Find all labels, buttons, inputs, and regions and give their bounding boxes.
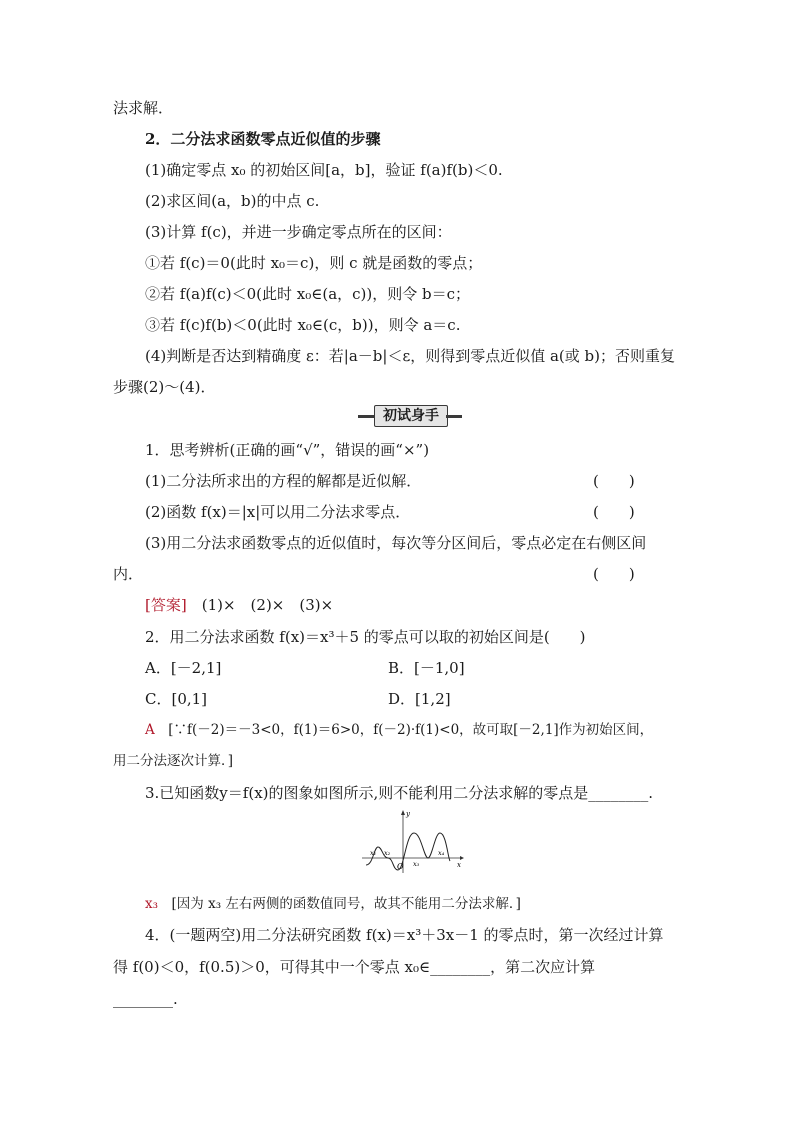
x-axis-arrow: [460, 856, 464, 860]
zero-label-x1: x₁: [370, 849, 377, 857]
zero-label-x4: x₄: [438, 849, 445, 857]
text-line: 得 f(0)＜0，f(0.5)＞0，可得其中一个零点 x₀∈________，第二次应计算: [113, 958, 596, 976]
section-badge-label: 初试身手: [374, 405, 448, 427]
y-axis-label: y: [406, 810, 410, 818]
text-line: (2)求区间(a，b)的中点 c.: [145, 192, 320, 210]
answer-text: (1)× (2)× (3)×: [201, 596, 334, 614]
origin-label: O: [397, 862, 404, 871]
question-1-stem: 1．思考辨析(正确的画“√”，错误的画“×”): [145, 441, 430, 459]
badge-bar-right: [446, 415, 462, 418]
text-line: 内．: [113, 565, 144, 583]
answer-label: [答案]: [145, 596, 187, 614]
explanation-text: [∵f(－2)＝－3<0，f(1)＝6>0，f(－2)·f(1)<0，故可取[－2,1]作为初始区间，: [168, 722, 654, 738]
question-3-explanation: [145, 894, 521, 914]
text-line: (1)确定零点 x₀ 的初始区间[a，b]，验证 f(a)f(b)＜0.: [145, 161, 503, 179]
option-b: B．[－1,0]: [388, 659, 465, 677]
y-axis-arrow: [401, 810, 405, 815]
zero-label-x3: x₃: [413, 860, 420, 868]
answer-row: [145, 595, 333, 615]
question-2-answer: A: [145, 722, 155, 738]
zero-label-x2: x₂: [384, 849, 391, 857]
text-line: ________.: [113, 990, 178, 1008]
option-c: C．[0,1]: [145, 690, 208, 708]
question-2-explanation: [145, 720, 653, 740]
section-heading: 2．二分法求函数零点近似值的步骤: [145, 130, 381, 148]
option-a: A．[－2,1]: [145, 659, 222, 677]
x-axis-label: x: [457, 861, 461, 869]
explanation-text: 用二分法逐次计算．]: [113, 753, 234, 769]
question-1-item-1: (1)二分法所求出的方程的解都是近似解．: [145, 472, 422, 490]
answer-blank-parens: ( ): [593, 565, 635, 583]
text-line: 步骤(2)～(4)．: [113, 378, 216, 396]
question-2-stem: 2．用二分法求函数 f(x)＝x³＋5 的零点可以取的初始区间是( ): [145, 628, 586, 646]
text-line: ①若 f(c)＝0(此时 x₀＝c)，则 c 就是函数的零点；: [145, 254, 483, 272]
explanation-text: [因为 x₃ 左右两侧的函数值同号，故其不能用二分法求解．]: [171, 896, 521, 912]
text-line: ③若 f(c)f(b)＜0(此时 x₀∈(c，b))，则令 a＝c.: [145, 316, 461, 334]
text-line: (3)计算 f(c)，并进一步确定零点所在的区间：: [145, 223, 452, 241]
text-line: (4)判断是否达到精确度 ε：若|a－b|＜ε，则得到零点近似值 a(或 b)；否则重复: [145, 347, 675, 365]
function-graph: [358, 809, 466, 875]
answer-blank-parens: ( ): [593, 503, 635, 521]
option-d: D．[1,2]: [388, 690, 451, 708]
question-1-item-2: (2)函数 f(x)＝|x|可以用二分法求零点．: [145, 503, 411, 521]
badge-bar-left: [358, 415, 374, 418]
text-line: ②若 f(a)f(c)＜0(此时 x₀∈(a，c))，则令 b＝c；: [145, 285, 471, 303]
question-4-stem: 4．(一题两空)用二分法研究函数 f(x)＝x³＋3x－1 的零点时，第一次经过计算: [145, 926, 664, 944]
answer-blank-parens: ( ): [593, 472, 635, 490]
section-badge: [358, 405, 462, 427]
question-3-stem: 3.已知函数y＝f(x)的图象如图所示,则不能利用二分法求解的零点是________.: [145, 784, 654, 802]
question-3-answer: x₃: [145, 896, 159, 912]
text-line: 法求解．: [113, 99, 174, 117]
question-1-item-3: (3)用二分法求函数零点的近似值时，每次等分区间后，零点必定在右侧区间: [145, 534, 647, 552]
